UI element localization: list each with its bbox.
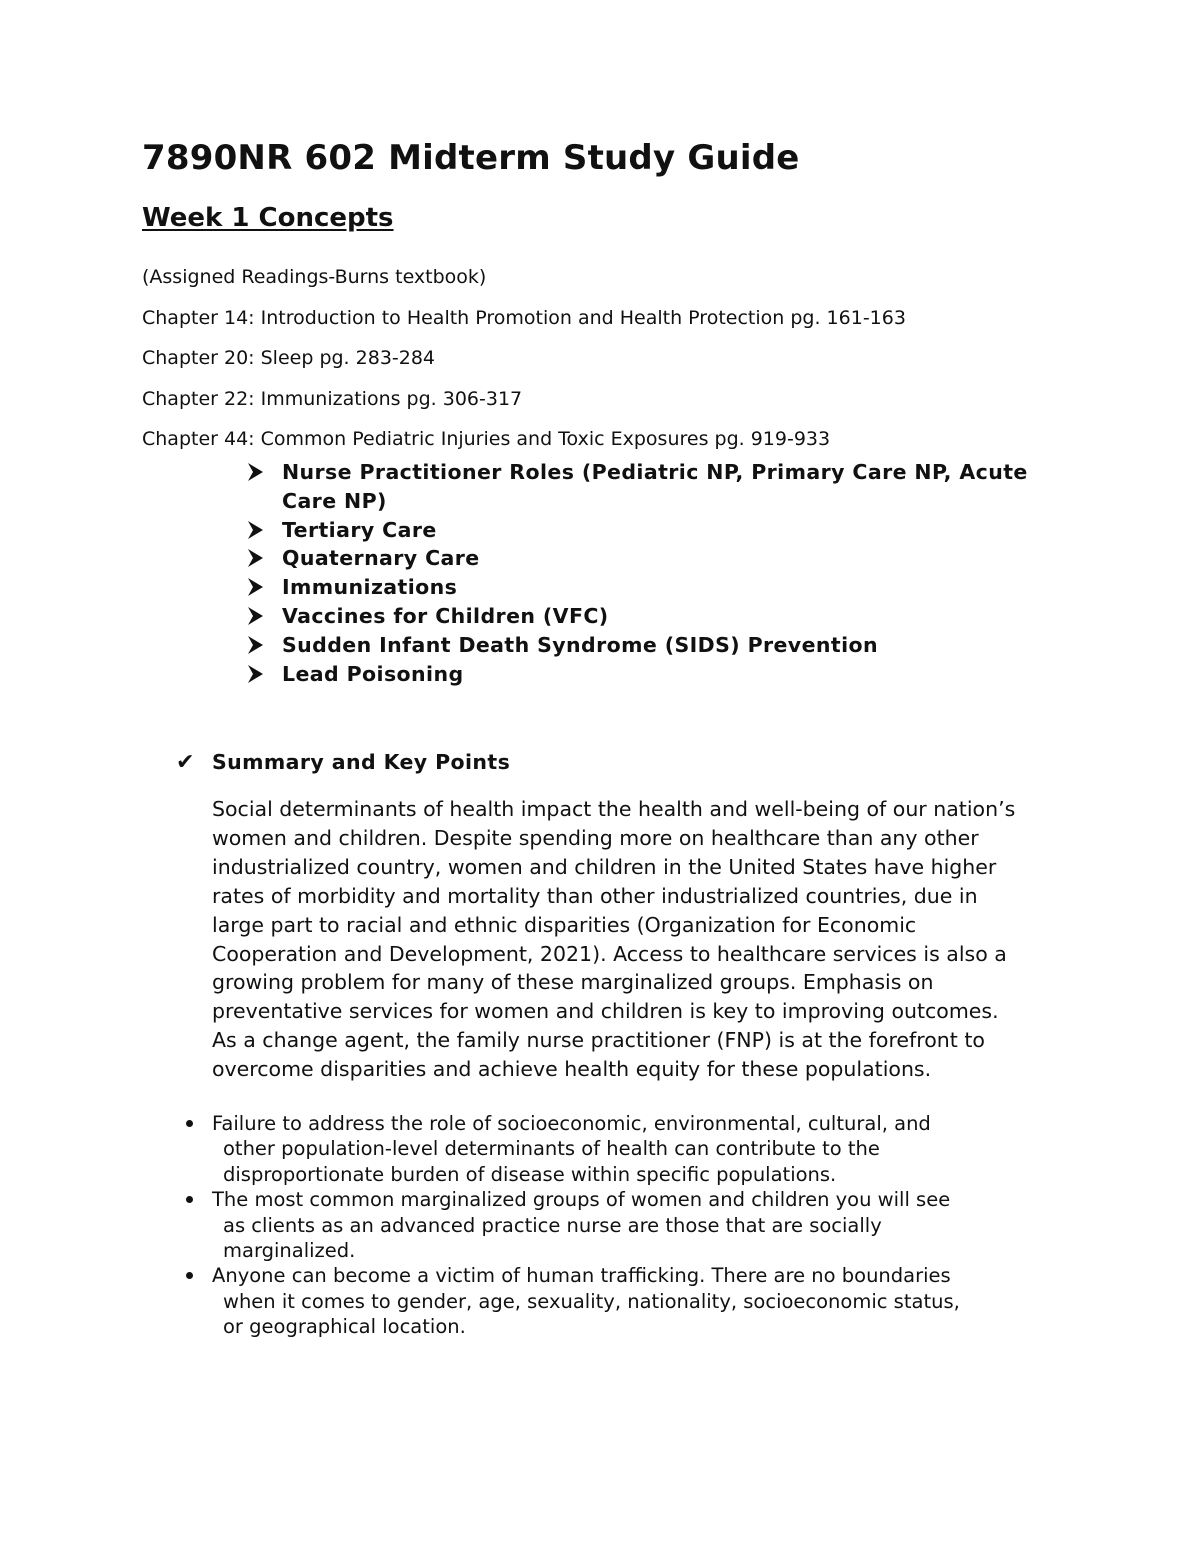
reading-chapter-20: Chapter 20: Sleep pg. 283-284	[142, 347, 436, 369]
key-point-line: other population-level determinants of health can contribute to the	[223, 1137, 880, 1161]
paragraph-line: women and children. Despite spending more on healthcare than any other	[212, 825, 979, 850]
key-point-line: disproportionate burden of disease within specific populations.	[223, 1162, 837, 1186]
key-point-line: as clients as an advanced practice nurse are those that are socially	[223, 1213, 882, 1237]
bullet-dot-icon	[186, 1196, 193, 1203]
concept-label: Quaternary Care	[282, 546, 480, 571]
key-point-line: marginalized.	[223, 1239, 356, 1263]
summary-heading-label: Summary and Key Points	[212, 750, 511, 774]
week-heading: Week 1 Concepts	[142, 203, 394, 233]
key-point-line: The most common marginalized groups of women and children you will see	[212, 1188, 951, 1212]
readings-intro: (Assigned Readings-Burns textbook)	[142, 266, 487, 288]
key-point-item	[182, 1187, 1062, 1263]
concept-item	[246, 544, 1066, 573]
bullet-dot-icon	[186, 1120, 193, 1127]
key-point-line: Anyone can become a victim of human trafficking. There are no boundaries	[212, 1264, 951, 1288]
paragraph-line: industrialized country, women and children in the United States have higher	[212, 854, 997, 879]
arrow-bullet-icon	[246, 462, 264, 482]
key-point-line: or geographical location.	[223, 1315, 466, 1339]
concept-label: Sudden Infant Death Syndrome (SIDS) Prevention	[282, 632, 878, 657]
paragraph-line: large part to racial and ethnic disparities (Organization for Economic	[212, 912, 917, 937]
concept-item	[246, 516, 1066, 545]
arrow-bullet-icon	[246, 664, 264, 684]
arrow-bullet-icon	[246, 548, 264, 568]
bullet-dot-icon	[186, 1272, 193, 1279]
summary-paragraph	[212, 795, 1072, 1084]
arrow-bullet-icon	[246, 635, 264, 655]
key-points-list	[182, 1111, 1062, 1340]
concept-item	[246, 573, 1066, 602]
concept-list	[246, 458, 1066, 688]
concept-item	[246, 458, 1066, 516]
concept-label: Vaccines for Children (VFC)	[282, 603, 609, 628]
paragraph-line: Cooperation and Development, 2021). Access to healthcare services is also a	[212, 941, 1007, 966]
arrow-bullet-icon	[246, 520, 264, 540]
key-point-line: when it comes to gender, age, sexuality, nationality, socioeconomic status,	[223, 1289, 960, 1313]
reading-chapter-44: Chapter 44: Common Pediatric Injuries and Toxic Exposures pg. 919-933	[142, 428, 831, 450]
paragraph-line: overcome disparities and achieve health equity for these populations.	[212, 1057, 932, 1082]
concept-label: Tertiary Care	[282, 517, 437, 542]
concept-label: Nurse Practitioner Roles (Pediatric NP, Primary Care NP, Acute Care NP)	[282, 460, 1028, 513]
key-point-item	[182, 1263, 1062, 1339]
arrow-bullet-icon	[246, 577, 264, 597]
paragraph-line: As a change agent, the family nurse practitioner (FNP) is at the forefront to	[212, 1028, 985, 1053]
concept-item	[246, 602, 1066, 631]
concept-label: Lead Poisoning	[282, 661, 464, 686]
paragraph-line: preventative services for women and children is key to improving outcomes.	[212, 999, 999, 1024]
reading-chapter-14: Chapter 14: Introduction to Health Promotion and Health Protection pg. 161-163	[142, 306, 906, 329]
document-title: 7890NR 602 Midterm Study Guide	[142, 138, 800, 178]
key-point-line: Failure to address the role of socioeconomic, environmental, cultural, and	[212, 1112, 931, 1135]
concept-item	[246, 660, 1066, 689]
reading-chapter-22: Chapter 22: Immunizations pg. 306-317	[142, 387, 523, 410]
key-point-item	[182, 1111, 1062, 1187]
concept-label: Immunizations	[282, 575, 458, 600]
concept-item	[246, 631, 1066, 660]
checkmark-icon: ✔	[176, 750, 195, 775]
summary-heading	[176, 750, 510, 775]
arrow-bullet-icon	[246, 606, 264, 626]
paragraph-line: rates of morbidity and mortality than other industrialized countries, due in	[212, 883, 978, 908]
assigned-readings	[142, 257, 906, 460]
paragraph-line: Social determinants of health impact the health and well-being of our nation’s	[212, 797, 1016, 821]
paragraph-line: growing problem for many of these marginalized groups. Emphasis on	[212, 970, 934, 995]
